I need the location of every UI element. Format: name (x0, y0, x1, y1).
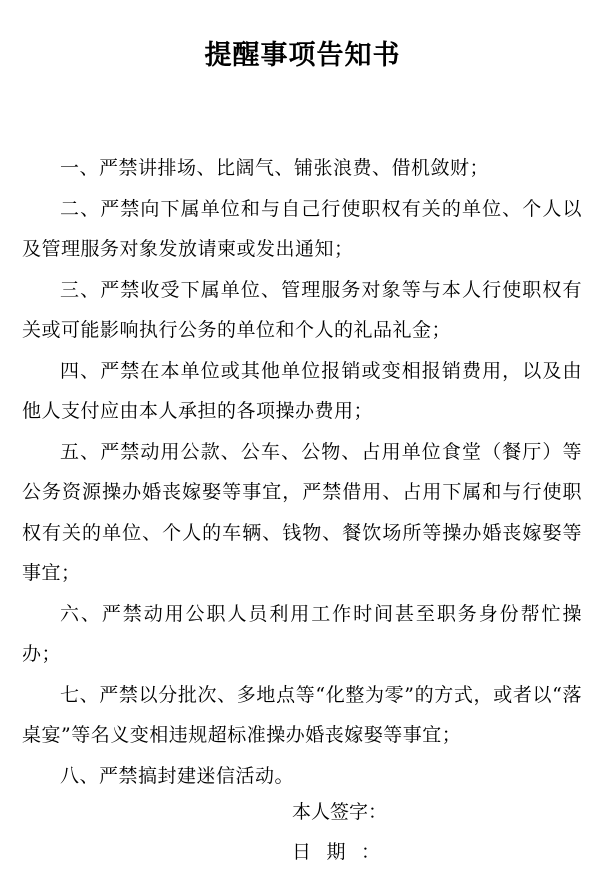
signature-line (292, 792, 387, 832)
paragraph-5: 五、严禁动用公款、公车、公物、占用单位食堂（餐厅）等公务资源操办婚丧嫁娶等事宜，严禁借用、占用下属和与行使职权有关的单位、个人的车辆、钱物、餐饮场所等操办婚丧嫁娶等事宜； (22, 440, 582, 584)
date-label-left: 日 (292, 841, 327, 863)
date-label-right: 期： (326, 841, 380, 863)
signature-label: 本人签字： (292, 801, 388, 823)
paragraph-4: 四、严禁在本单位或其他单位报销或变相报销费用，以及由他人支付应由本人承担的各项操办费用； (22, 359, 582, 422)
paragraph-1: 一、严禁讲排场、比阔气、铺张浪费、借机敛财； (60, 157, 490, 179)
paragraph-6: 六、严禁动用公职人员利用工作时间甚至职务身份帮忙操办； (22, 602, 582, 665)
paragraph-2: 二、严禁向下属单位和与自己行使职权有关的单位、个人以及管理服务对象发放请柬或发出通知； (22, 197, 582, 260)
paragraph-3: 三、严禁收受下属单位、管理服务对象等与本人行使职权有关或可能影响执行公务的单位和个人的礼品礼金； (22, 278, 582, 341)
document-body (22, 148, 582, 796)
document-title: 提醒事项告知书 (204, 40, 401, 71)
paragraph-8: 八、严禁搞封建迷信活动。 (60, 764, 295, 787)
paragraph-7: 七、严禁以分批次、多地点等“化整为零”的方式，或者以“落桌宴”等名义变相违规超标准操办婚丧嫁娶等事宜； (22, 683, 582, 746)
date-label (292, 832, 380, 872)
date-line (292, 832, 380, 872)
